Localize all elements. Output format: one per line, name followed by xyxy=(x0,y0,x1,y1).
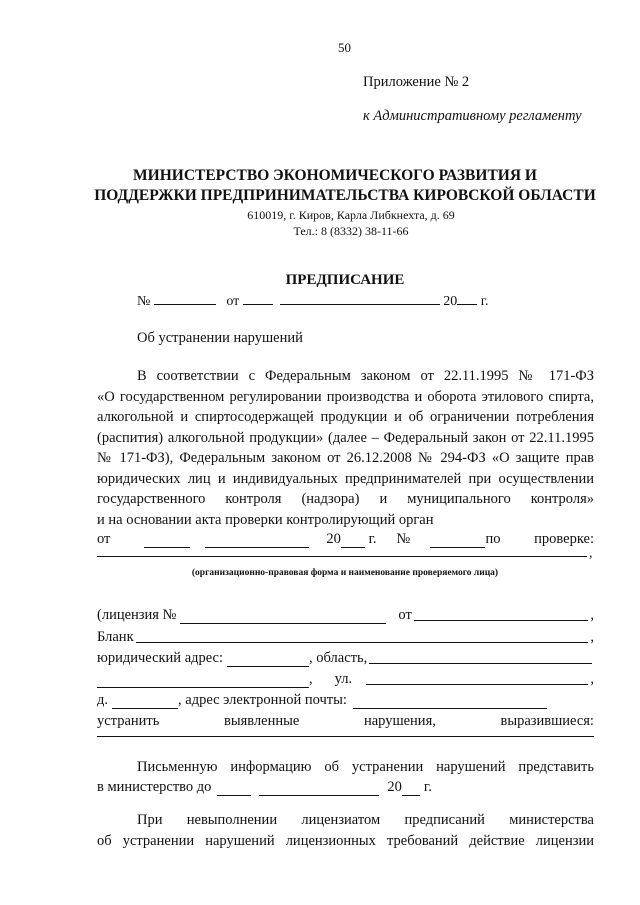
year-suffix: г. xyxy=(480,294,489,309)
license-row: (лицензия № от , xyxy=(97,607,594,623)
check-po-label: по xyxy=(485,531,501,547)
final-line: об устранении нарушений лицензионных требований действие лицензии xyxy=(97,832,594,849)
eliminate-word: устранить xyxy=(97,713,160,729)
check-number-label: № xyxy=(396,531,411,547)
deadline-day-blank[interactable] xyxy=(217,781,251,796)
ministry-name xyxy=(0,166,640,206)
eliminate-word: нарушения, xyxy=(363,713,436,729)
page-number: 50 xyxy=(338,40,351,55)
number-label: № xyxy=(137,294,151,309)
month-blank[interactable] xyxy=(280,290,440,305)
day-blank[interactable] xyxy=(243,290,273,305)
house-email-row xyxy=(97,689,594,709)
para-line: и на основании акта проверки контролирующий орган xyxy=(97,511,434,528)
year-blank[interactable] xyxy=(457,290,477,305)
info-line: Письменную информацию об устранении нарушений представить xyxy=(137,759,594,775)
blank-field[interactable] xyxy=(136,642,589,643)
para-line: юридических лиц и индивидуальных предпринимателей при осуществлении xyxy=(97,470,594,487)
para-line: № 171-ФЗ), Федеральным законом от 26.12.2008 № 294-ФЗ «О защите прав xyxy=(97,450,594,466)
street-row: , ул. , xyxy=(97,668,594,688)
number-blank[interactable] xyxy=(154,290,216,305)
deadline-month-blank[interactable] xyxy=(259,781,379,796)
organization-caption: (организационно-правовая форма и наименование проверяемого лица) xyxy=(191,568,499,578)
region-label: , область, xyxy=(309,650,368,666)
check-from-label: от xyxy=(97,531,111,547)
eliminate-word: выразившиеся: xyxy=(500,713,594,729)
email-blank[interactable] xyxy=(353,694,547,709)
email-label: , адрес электронной почты: xyxy=(178,692,347,708)
ministry-phone: Тел.: 8 (8332) 38-11-66 xyxy=(293,224,409,238)
legal-address-label: юридический адрес: xyxy=(97,650,224,666)
deadline-year-blank[interactable] xyxy=(402,781,420,796)
info-year-suffix: г. xyxy=(423,779,432,795)
final-line: При невыполнении лицензиатом предписаний министерства xyxy=(137,812,594,828)
para-line: государственного контроля (надзора) и муниципального контроля» xyxy=(97,491,594,507)
street-blank[interactable] xyxy=(366,684,588,685)
document-subject: Об устранении нарушений xyxy=(137,330,303,346)
info-year-label: 20 xyxy=(387,779,402,795)
main-paragraph xyxy=(97,366,594,530)
license-from-label: от xyxy=(398,607,412,623)
appendix-label: Приложение № 2 xyxy=(363,74,470,90)
info-line: в министерство до xyxy=(97,779,212,795)
para-line: (распития) алкогольной продукции» (далее – Федеральный закон от 22.11.1995 xyxy=(97,429,594,446)
blank-row: Бланк , xyxy=(97,629,594,645)
check-year-blank[interactable] xyxy=(341,533,365,548)
para-line: «О государственном регулировании производства и оборота этилового спирта, xyxy=(97,388,594,405)
postal-code-blank[interactable] xyxy=(227,652,309,667)
city-blank[interactable] xyxy=(97,673,309,688)
check-year-suffix: г. xyxy=(368,531,377,547)
document-title: ПРЕДПИСАНИЕ xyxy=(285,272,405,288)
license-number-blank[interactable] xyxy=(180,609,386,624)
ministry-line-1: МИНИСТЕРСТВО ЭКОНОМИЧЕСКОГО РАЗВИТИЯ И xyxy=(133,167,537,184)
house-label: д. xyxy=(97,692,109,708)
check-number-blank[interactable] xyxy=(430,533,485,548)
ministry-address: 610019, г. Киров, Карла Либкнехта, д. 69 xyxy=(247,208,455,222)
comma: , xyxy=(589,546,593,561)
check-proverke-label: проверке: xyxy=(534,531,594,547)
violations-line[interactable] xyxy=(97,736,594,737)
license-label: (лицензия № xyxy=(97,607,177,623)
reglament-label: к Административному регламенту xyxy=(363,108,582,124)
ministry-line-2: ПОДДЕРЖКИ ПРЕДПРИНИМАТЕЛЬСТВА КИРОВСКОЙ ОБЛАСТИ xyxy=(94,187,596,204)
organization-name-line[interactable] xyxy=(97,556,587,557)
check-year-label: 20 xyxy=(326,531,341,547)
document-number-line xyxy=(137,290,488,310)
legal-address-row xyxy=(97,647,594,667)
para-line: алкогольной и спиртосодержащей продукции и об ограничении потребления xyxy=(97,409,594,425)
check-day-blank[interactable] xyxy=(144,533,190,548)
check-month-blank[interactable] xyxy=(205,533,308,548)
from-label: от xyxy=(226,294,240,309)
info-paragraph xyxy=(97,757,594,778)
region-blank[interactable] xyxy=(369,663,592,664)
blank-label: Бланк xyxy=(97,629,134,645)
license-date-blank[interactable] xyxy=(414,620,589,621)
street-label: ул. xyxy=(334,671,353,687)
eliminate-row xyxy=(97,710,594,730)
check-row xyxy=(97,528,594,548)
eliminate-word: выявленные xyxy=(224,713,300,729)
info-deadline-row xyxy=(97,776,594,796)
house-blank[interactable] xyxy=(112,694,178,709)
final-paragraph xyxy=(97,810,594,851)
para-line: В соответствии с Федеральным законом от 22.11.1995 № 171-ФЗ xyxy=(137,368,594,384)
year-label: 20 xyxy=(443,294,458,309)
